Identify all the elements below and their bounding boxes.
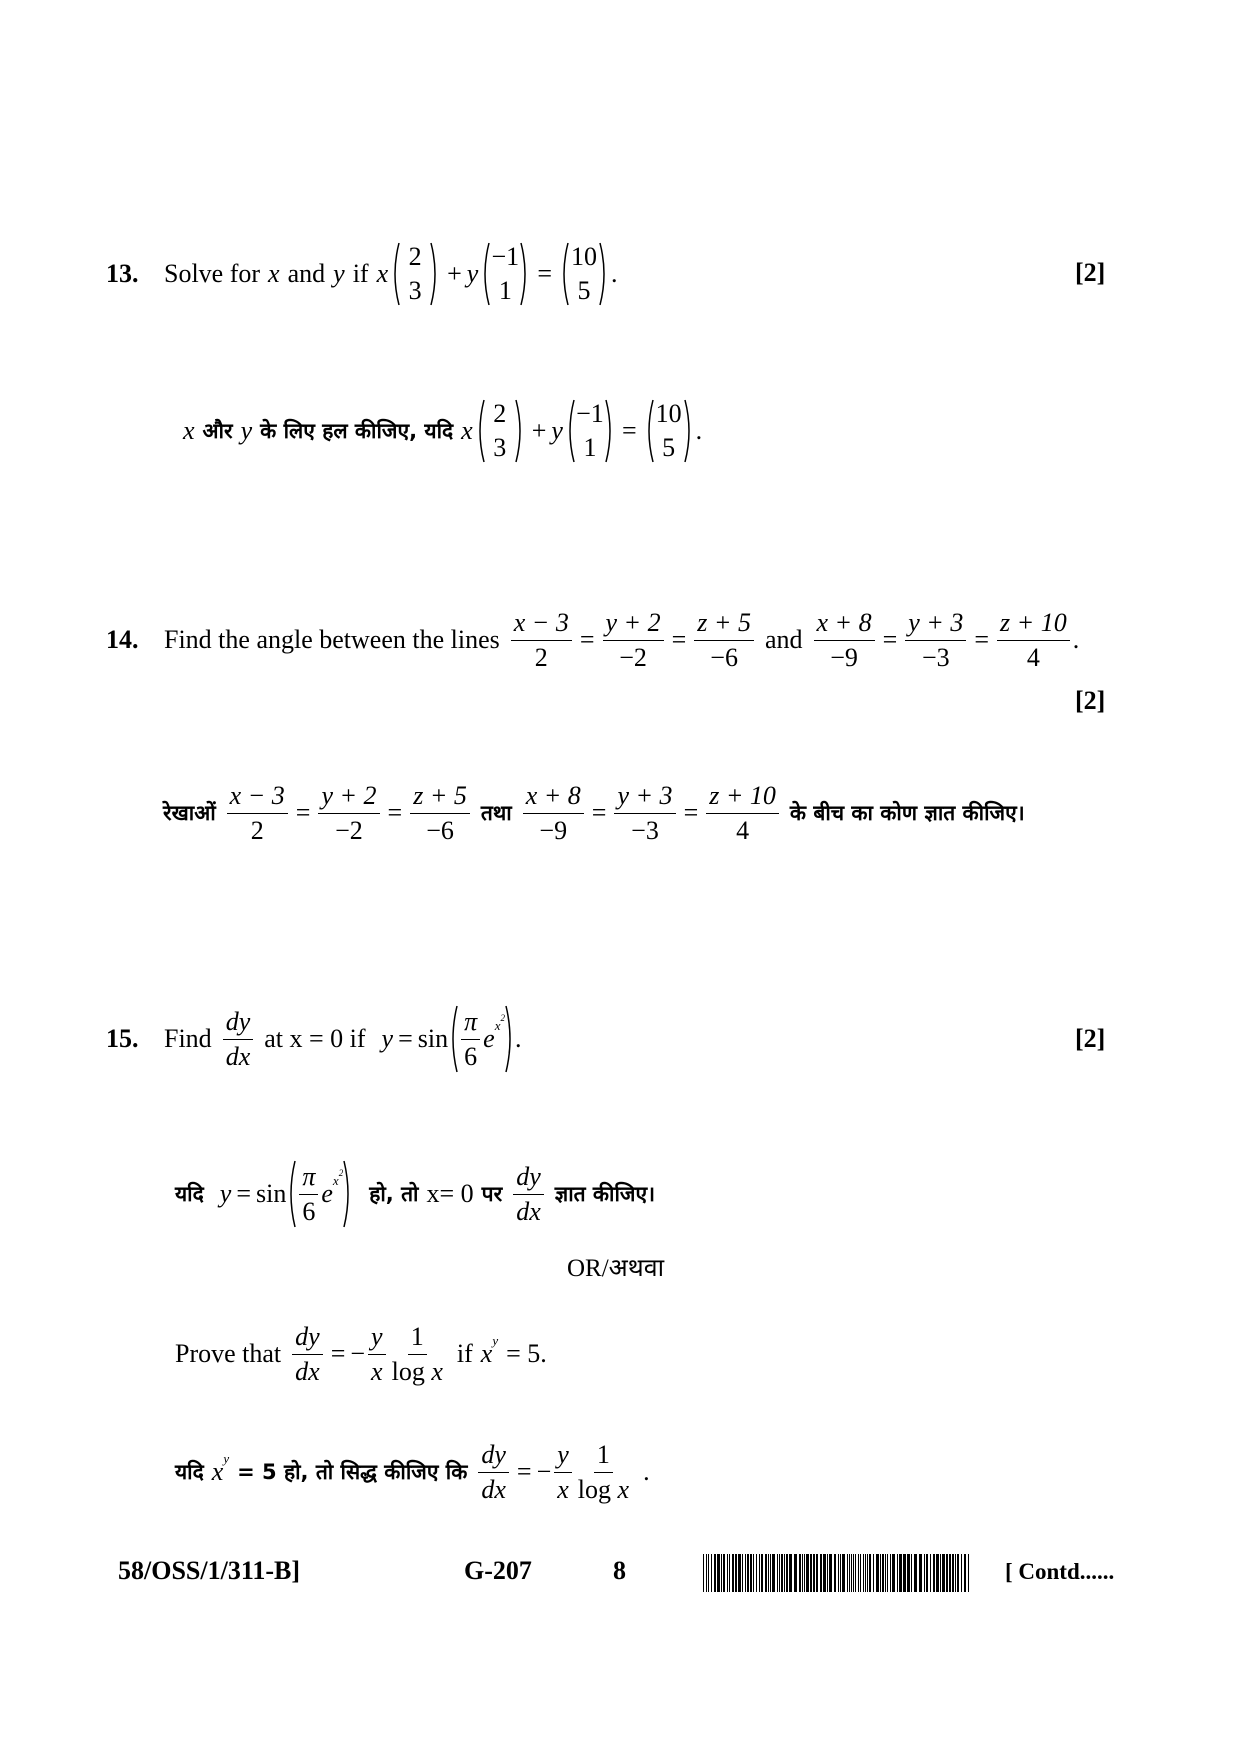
barcode-bar [949, 1554, 951, 1592]
column-vector: 10 5 [559, 240, 609, 308]
q15-hindi: यदि y = sin $\frac{\pi}{6}$ $e^{x^2}$ हो, तो x= 0 पर $\frac{dy}{dx}$ ज्ञात कीजिए। [175, 1159, 655, 1229]
fraction: $\frac{y + 3}{-3}$ [614, 782, 675, 844]
barcode-bar [867, 1554, 868, 1592]
parenthesis [505, 1005, 515, 1073]
question-number: 15. [106, 1024, 139, 1053]
barcode-bar [786, 1554, 788, 1592]
barcode-bar [849, 1554, 850, 1592]
barcode-bar [777, 1554, 778, 1592]
barcode-bar [772, 1554, 775, 1592]
marks-label: [2] [1075, 686, 1106, 715]
barcode-bar [855, 1554, 856, 1592]
barcode-bar [838, 1554, 839, 1592]
barcode-bar [858, 1554, 859, 1592]
barcode-bar [919, 1554, 922, 1592]
barcode-bar [806, 1554, 809, 1592]
marks-label: [2] [1075, 1024, 1106, 1053]
barcode-bar [761, 1554, 763, 1592]
fraction: $\frac{x - 3}{2}$ [227, 782, 288, 844]
continued-label: [ Contd...... [1005, 1559, 1115, 1584]
barcode-bar [753, 1554, 754, 1592]
fraction: $\frac{y + 3}{-3}$ [905, 609, 966, 671]
barcode-bar [914, 1554, 917, 1592]
barcode-bar [727, 1554, 728, 1592]
barcode-bar [930, 1554, 931, 1592]
q13-hindi: x और y के लिए हल कीजिए, यदि x 2 3 + y −1 1 = 10 5 . [183, 399, 702, 463]
barcode-bar [897, 1554, 898, 1592]
column-vector: 2 3 [390, 240, 440, 308]
barcode-bar [873, 1554, 874, 1592]
barcode-bar [863, 1554, 864, 1592]
barcode-bar [768, 1554, 769, 1592]
barcode-bar [885, 1554, 886, 1592]
fraction: $\frac{1}{\text{log x}}$ [577, 1440, 630, 1504]
question-number: 14. [106, 625, 139, 654]
barcode-bar [957, 1554, 959, 1592]
barcode-bar [933, 1554, 935, 1592]
barcode-bar [968, 1554, 969, 1592]
barcode-bar [756, 1554, 757, 1592]
fraction: $\frac{x + 8}{-9}$ [814, 609, 875, 671]
barcode-bar [747, 1554, 749, 1592]
barcode-bar [745, 1554, 746, 1592]
barcode-bar [842, 1554, 845, 1592]
barcode-bar [887, 1554, 888, 1592]
barcode-bar [940, 1554, 941, 1592]
column-vector: 10 5 [644, 397, 694, 465]
barcode-bar [721, 1554, 722, 1592]
barcode-bar [890, 1554, 891, 1592]
barcode-bar [784, 1554, 785, 1592]
barcode-bar [708, 1554, 709, 1592]
q15-alt-hindi: यदि $x^y$ = 5 हो, तो सिद्ध कीजिए कि $\frac{dy}{dx}$ = − $\frac{y}{x}$ $\frac{1}{\text{log x}}$ . [175, 1440, 650, 1504]
q14-english: 14. Find the angle between the lines $\frac{x - 3}{2}$ = $\frac{y + 2}{-2}$ = $\frac{z + 5}{-6}$ and $\frac{x + 8}{-9}$ = $\frac{y + 3}{-3}$ = $\frac{z + 10}{4}$ . [106, 608, 1080, 672]
barcode-bar [827, 1554, 828, 1592]
fraction: $\frac{dy}{dx}$ [292, 1323, 323, 1385]
barcode-bar [729, 1554, 730, 1592]
barcode-bar [911, 1554, 912, 1592]
barcode-bar [802, 1554, 803, 1592]
fraction: $\frac{\pi}{6}$ [461, 1008, 480, 1070]
fraction: $\frac{dy}{dx}$ [478, 1441, 509, 1503]
barcode-bar [723, 1554, 725, 1592]
barcode-bar [899, 1554, 902, 1592]
barcode-bar [703, 1554, 704, 1592]
q15-english: 15. Find $\frac{dy}{dx}$ at x = 0 if y = sin $\frac{\pi}{6}$ $e^{x^2}$ . [106, 1004, 521, 1074]
barcode-bar [781, 1554, 783, 1592]
barcode-bar [876, 1554, 879, 1592]
barcode-bar [770, 1554, 771, 1592]
barcode-bar [794, 1554, 797, 1592]
barcode-bar [946, 1554, 948, 1592]
parenthesis [343, 1160, 353, 1228]
parenthesis [448, 1005, 458, 1073]
barcode-bar [865, 1554, 866, 1592]
barcode-bar [924, 1554, 925, 1592]
paper-code: 58/OSS/1/311-B] [118, 1556, 301, 1585]
barcode-bar [840, 1554, 841, 1592]
q15-alt-english: Prove that $\frac{dy}{dx}$ = − $\frac{y}{x}$ $\frac{1}{\text{log x}}$ if $x^y$ = 5. [175, 1322, 547, 1386]
barcode-bar [711, 1554, 712, 1592]
fraction: $\frac{x + 8}{-9}$ [523, 782, 584, 844]
barcode-bar [847, 1554, 848, 1592]
q14-hindi: रेखाओं $\frac{x - 3}{2}$ = $\frac{y + 2}{-2}$ = $\frac{z + 5}{-6}$ तथा $\frac{x + 8}{-9}$ = $\frac{y + 3}{-3}$ = $\frac{z + 10}{4}$ के बीच का कोण ज्ञात कीजिए। [163, 781, 1025, 845]
barcode-bar [799, 1554, 801, 1592]
barcode-bar [779, 1554, 780, 1592]
fraction: $\frac{z + 10}{4}$ [997, 609, 1070, 671]
barcode-bar [961, 1554, 962, 1592]
barcode-bar [804, 1554, 805, 1592]
barcode-bar [853, 1554, 854, 1592]
barcode-bar [834, 1554, 836, 1592]
barcode-bar [892, 1554, 895, 1592]
column-vector: −1 1 [565, 397, 615, 465]
fraction: $\frac{x - 3}{2}$ [511, 609, 572, 671]
fraction: $\frac{1}{\text{log x}}$ [391, 1322, 443, 1386]
barcode-bar [823, 1554, 826, 1592]
fraction: $\frac{z + 5}{-6}$ [694, 609, 754, 671]
marks-label: [2] [1075, 258, 1106, 287]
fraction: $\frac{dy}{dx}$ [513, 1163, 544, 1225]
barcode-bar [759, 1554, 760, 1592]
fraction: $\frac{z + 10}{4}$ [706, 782, 779, 844]
barcode-bar [765, 1554, 767, 1592]
fraction: $\frac{dy}{dx}$ [223, 1008, 254, 1070]
barcode-bar [952, 1554, 954, 1592]
barcode-bar [829, 1554, 832, 1592]
q13-english: 13. Solve for x and y if x 2 3 + y −1 1 = 10 5 . [106, 242, 618, 306]
barcode [703, 1554, 971, 1592]
barcode-bar [742, 1554, 743, 1592]
series-code: G-207 [464, 1556, 532, 1585]
fraction: $\frac{y + 2}{-2}$ [318, 782, 379, 844]
column-vector: −1 1 [480, 240, 530, 308]
or-separator: OR/अथवा [567, 1255, 665, 1282]
barcode-bar [735, 1554, 737, 1592]
fraction: $\frac{z + 5}{-6}$ [410, 782, 470, 844]
barcode-bar [732, 1554, 734, 1592]
parenthesis [286, 1160, 296, 1228]
fraction: $\frac{y}{x}$ [554, 1441, 572, 1503]
fraction: $\frac{y + 2}{-2}$ [603, 609, 664, 671]
barcode-bar [936, 1554, 939, 1592]
barcode-bar [926, 1554, 928, 1592]
barcode-bar [907, 1554, 910, 1592]
page-number: 8 [613, 1556, 626, 1585]
barcode-bar [789, 1554, 792, 1592]
barcode-bar [706, 1554, 707, 1592]
barcode-bar [813, 1554, 815, 1592]
barcode-bar [869, 1554, 871, 1592]
barcode-bar [955, 1554, 956, 1592]
barcode-bar [738, 1554, 741, 1592]
barcode-bar [860, 1554, 861, 1592]
barcode-bar [820, 1554, 822, 1592]
barcode-bar [880, 1554, 881, 1592]
question-number: 13. [106, 259, 139, 288]
fraction: $\frac{\pi}{6}$ [299, 1163, 318, 1225]
barcode-bar [816, 1554, 818, 1592]
fraction: $\frac{y}{x}$ [368, 1323, 386, 1385]
barcode-bar [882, 1554, 884, 1592]
column-vector: 2 3 [475, 397, 525, 465]
barcode-bar [964, 1554, 966, 1592]
barcode-bar [750, 1554, 752, 1592]
barcode-bar [851, 1554, 852, 1592]
barcode-bar [810, 1554, 812, 1592]
barcode-bar [714, 1554, 716, 1592]
barcode-bar [942, 1554, 945, 1592]
barcode-bar [903, 1554, 906, 1592]
barcode-bar [717, 1554, 720, 1592]
